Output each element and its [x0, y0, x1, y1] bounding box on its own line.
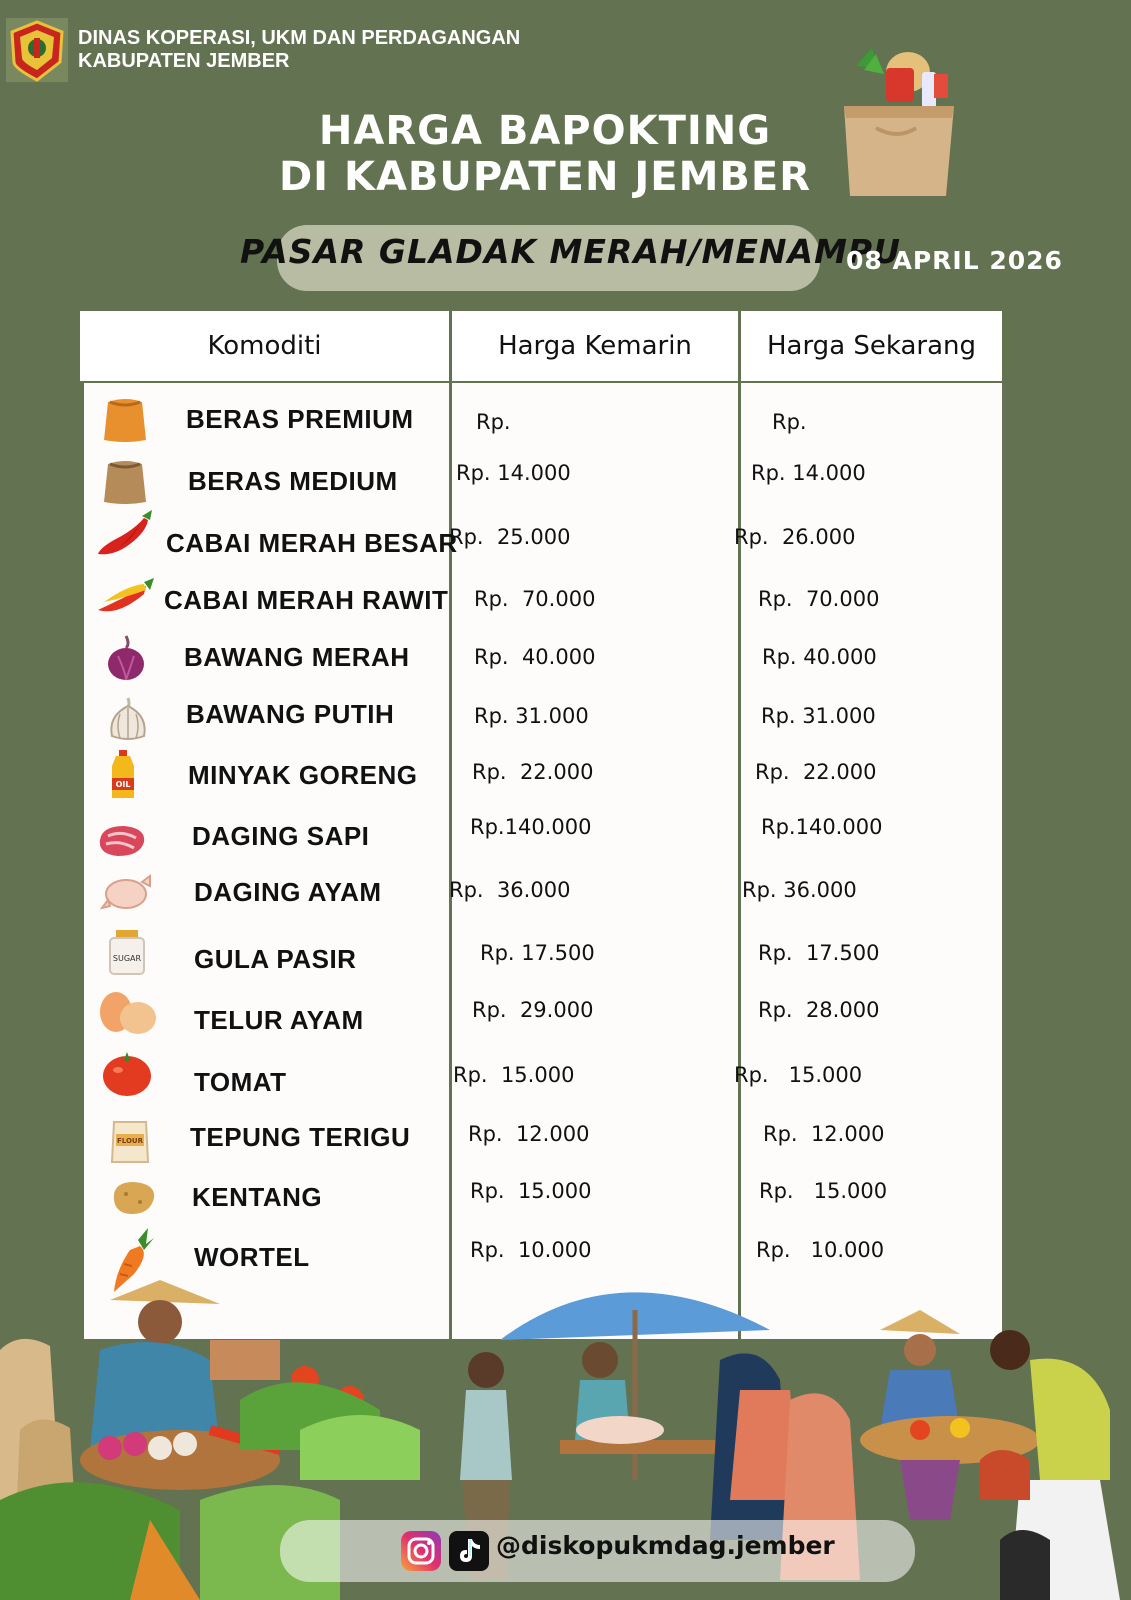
- garlic-icon: [106, 696, 150, 742]
- yesterday-price: Rp. 15.000: [453, 1063, 575, 1087]
- rice-sack-icon: [100, 458, 150, 506]
- commodity-name: TOMAT: [194, 1067, 287, 1097]
- title-line1: HARGA BAPOKTING: [318, 108, 772, 154]
- today-price: Rp. 15.000: [734, 1063, 863, 1087]
- today-price: Rp. 31.000: [761, 704, 876, 728]
- flour-bag-icon: [108, 1116, 152, 1166]
- title-line2: DI KABUPATEN JEMBER: [278, 154, 812, 200]
- yesterday-price: Rp. 17.500: [480, 941, 595, 965]
- page-title: [230, 108, 860, 200]
- agency-name-line2: KABUPATEN JEMBER: [78, 50, 290, 72]
- today-price: Rp. 40.000: [762, 645, 877, 669]
- eggs-icon: [96, 990, 162, 1036]
- commodity-name: DAGING SAPI: [192, 821, 370, 851]
- yesterday-price: Rp. 22.000: [472, 760, 594, 784]
- yesterday-price: Rp. 31.000: [474, 704, 589, 728]
- sugar-jar-icon: [106, 930, 148, 976]
- today-price: Rp. 12.000: [763, 1122, 885, 1146]
- report-date: 08 APRIL 2026: [846, 246, 1063, 275]
- flour-label: FLOUR: [116, 1137, 144, 1145]
- commodity-name: DAGING AYAM: [194, 877, 382, 907]
- rice-sack-icon: [100, 396, 150, 444]
- commodity-name: WORTEL: [194, 1242, 310, 1272]
- commodity-name: BERAS MEDIUM: [188, 466, 398, 496]
- yesterday-price: Rp. 70.000: [474, 587, 596, 611]
- red-chili-icon: [94, 510, 156, 560]
- commodity-name: BERAS PREMIUM: [186, 404, 414, 434]
- agency-name-line1: DINAS KOPERASI, UKM DAN PERDAGANGAN: [78, 27, 521, 49]
- instagram-icon[interactable]: [400, 1530, 442, 1572]
- today-price: Rp. 70.000: [758, 587, 880, 611]
- commodity-name: CABAI MERAH BESAR: [166, 528, 458, 558]
- yesterday-price: Rp. 25.000: [449, 525, 571, 549]
- today-price: Rp. 36.000: [742, 878, 857, 902]
- header-komoditi: Komoditi: [80, 311, 449, 381]
- tiktok-icon[interactable]: [448, 1530, 490, 1572]
- commodity-name: TELUR AYAM: [194, 1005, 364, 1035]
- social-handle[interactable]: @diskopukmdag.jember: [496, 1531, 835, 1560]
- today-price: Rp. 10.000: [756, 1238, 885, 1262]
- commodity-name: BAWANG MERAH: [184, 642, 410, 672]
- yesterday-price: Rp.: [476, 410, 511, 434]
- commodity-name: TEPUNG TERIGU: [190, 1122, 411, 1152]
- yesterday-price: Rp.140.000: [470, 815, 592, 839]
- chicken-icon: [100, 874, 152, 912]
- commodity-name: MINYAK GORENG: [188, 760, 418, 790]
- grocery-bag-icon: [836, 48, 966, 200]
- beef-icon: [96, 822, 148, 860]
- potato-icon: [108, 1176, 158, 1218]
- header-harga-sekarang: Harga Sekarang: [741, 311, 1002, 381]
- tomato-icon: [100, 1048, 154, 1098]
- yesterday-price: Rp. 40.000: [474, 645, 596, 669]
- yesterday-price: Rp. 15.000: [470, 1179, 592, 1203]
- commodity-name: BAWANG PUTIH: [186, 699, 395, 729]
- today-price: Rp. 15.000: [759, 1179, 888, 1203]
- header-harga-kemarin: Harga Kemarin: [452, 311, 738, 381]
- commodity-name: CABAI MERAH RAWIT: [164, 585, 449, 615]
- yesterday-price: Rp. 29.000: [472, 998, 594, 1022]
- cooking-oil-icon: [108, 750, 138, 800]
- oil-label: OIL: [115, 780, 131, 789]
- today-price: Rp. 28.000: [758, 998, 880, 1022]
- today-price: Rp.140.000: [761, 815, 883, 839]
- yesterday-price: Rp. 12.000: [468, 1122, 590, 1146]
- commodity-name: KENTANG: [192, 1182, 323, 1212]
- sugar-label: SUGAR: [112, 954, 142, 963]
- jember-regency-logo: [6, 18, 68, 82]
- today-price: Rp. 22.000: [755, 760, 877, 784]
- market-name: PASAR GLADAK MERAH/MENAMPU: [240, 232, 901, 271]
- bird-chili-icon: [94, 576, 156, 620]
- today-price: Rp.: [772, 410, 807, 434]
- today-price: Rp. 17.500: [758, 941, 880, 965]
- yesterday-price: Rp. 36.000: [449, 878, 571, 902]
- commodity-name: GULA PASIR: [194, 944, 357, 974]
- today-price: Rp. 14.000: [751, 461, 866, 485]
- agency-header: [6, 18, 520, 82]
- today-price: Rp. 26.000: [734, 525, 856, 549]
- yesterday-price: Rp. 10.000: [470, 1238, 592, 1262]
- shallot-icon: [104, 634, 148, 682]
- yesterday-price: Rp. 14.000: [456, 461, 571, 485]
